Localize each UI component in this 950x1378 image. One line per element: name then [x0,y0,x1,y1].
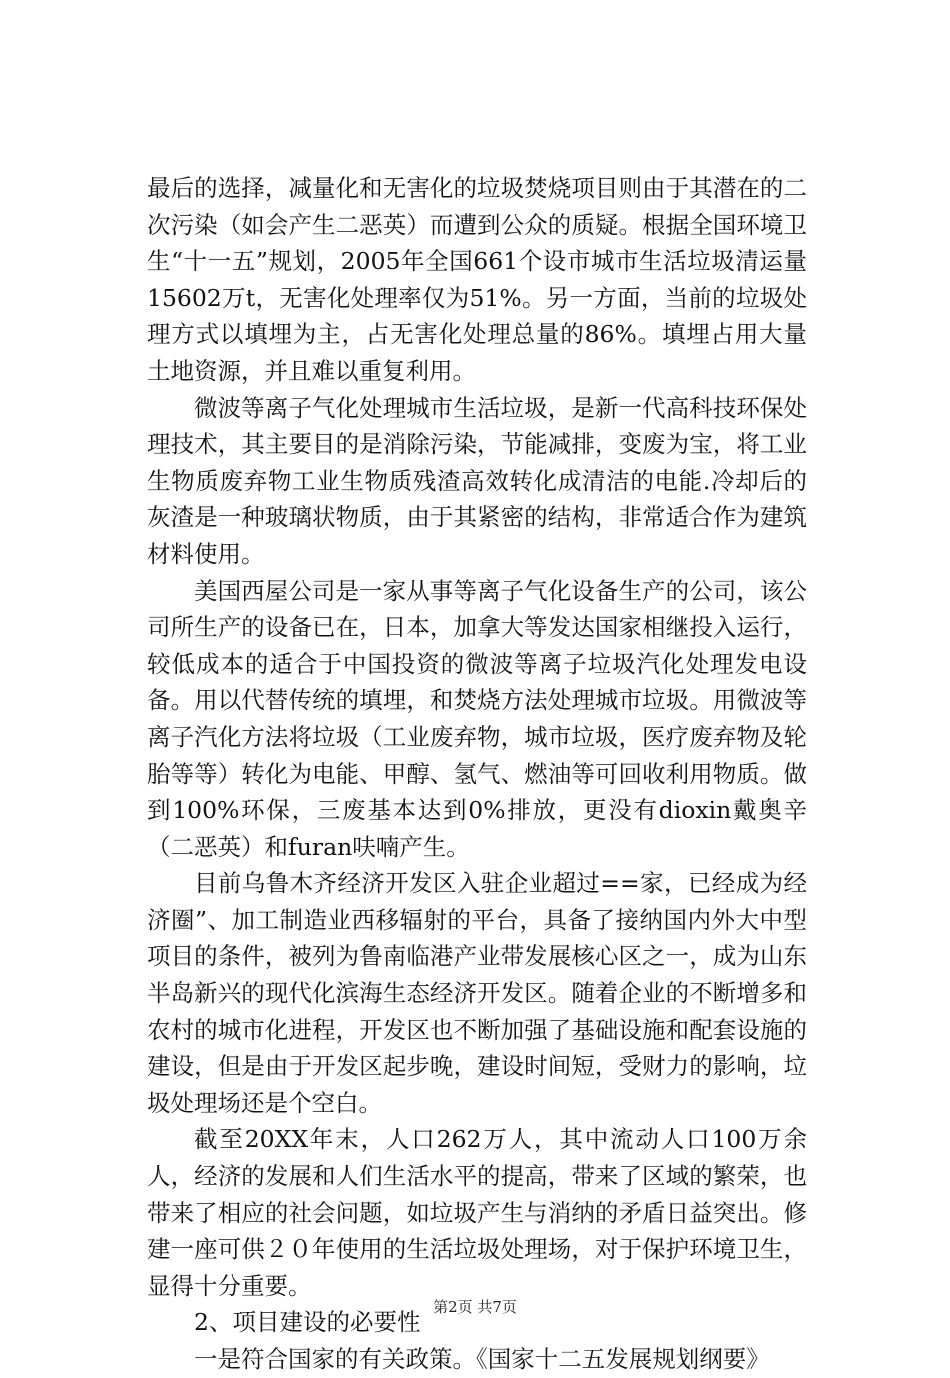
paragraph-3: 美国西屋公司是一家从事等离子气化设备生产的公司，该公司所生产的设备已在，日本，加拿大等发达国家相继投入运行，较低成本的适合于中国投资的微波等离子垃圾汽化处理发电设备。用以代替传统的填埋，和焚烧方法处理城市垃圾。用微波等离子汽化方法将垃圾（工业废弃物，城市垃圾，医疗废弃物及轮胎等等）转化为电能、甲醇、氢气、燃油等可回收利用物质。做到100%环保，三废基本达到0%排放，更没有dioxin戴奥辛（二恶英）和furan呋喃产生。 [147,576,807,861]
page-number-footer: 第2页 共7页 [433,1298,517,1316]
section-heading: 2、项目建设的必要性 [194,1308,421,1337]
paragraph-5: 截至20XX年末，人口262万人，其中流动人口100万余人，经济的发展和人们生活水平的提高，带来了区域的繁荣，也带来了相应的社会问题，如垃圾产生与消纳的矛盾日益突出。修建一座可供２０年使用的生活垃圾处理场，对于保护环境卫生，显得十分重要。 [147,1125,807,1300]
paragraph-4: 目前乌鲁木齐经济开发区入驻企业超过==家，已经成为经济圈”、加工制造业西移辐射的平台，具备了接纳国内外大中型项目的条件，被列为鲁南临港产业带发展核心区之一，成为山东半岛新兴的现代化滨海生态经济开发区。随着企业的不断增多和农村的城市化进程，开发区也不断加强了基础设施和配套设施的建设，但是由于开发区起步晚，建设时间短，受财力的影响，垃圾处理场还是个空白。 [147,869,807,1117]
paragraph-6: 一是符合国家的有关政策。《国家十二五发展规划纲要》 [194,1345,770,1373]
paragraph-1: 最后的选择，减量化和无害化的垃圾焚烧项目则由于其潜在的二次污染（如会产生二恶英）而遭到公众的质疑。根据全国环境卫生“十一五”规划，2005年全国661个设市城市生活垃圾清运量15602万t，无害化处理率仅为51%。另一方面，当前的垃圾处理方式以填埋为主，占无害化处理总量的86%。填埋占用大量土地资源，并且难以重复利用。 [147,174,807,385]
paragraph-2: 微波等离子气化处理城市生活垃圾，是新一代高科技环保处理技术，其主要目的是消除污染，节能减排，变废为宝，将工业生物质废弃物工业生物质残渣高效转化成清洁的电能.冷却后的灰渣是一种玻璃状物质，由于其紧密的结构，非常适合作为建筑材料使用。 [147,393,807,568]
document-body [147,170,807,1378]
